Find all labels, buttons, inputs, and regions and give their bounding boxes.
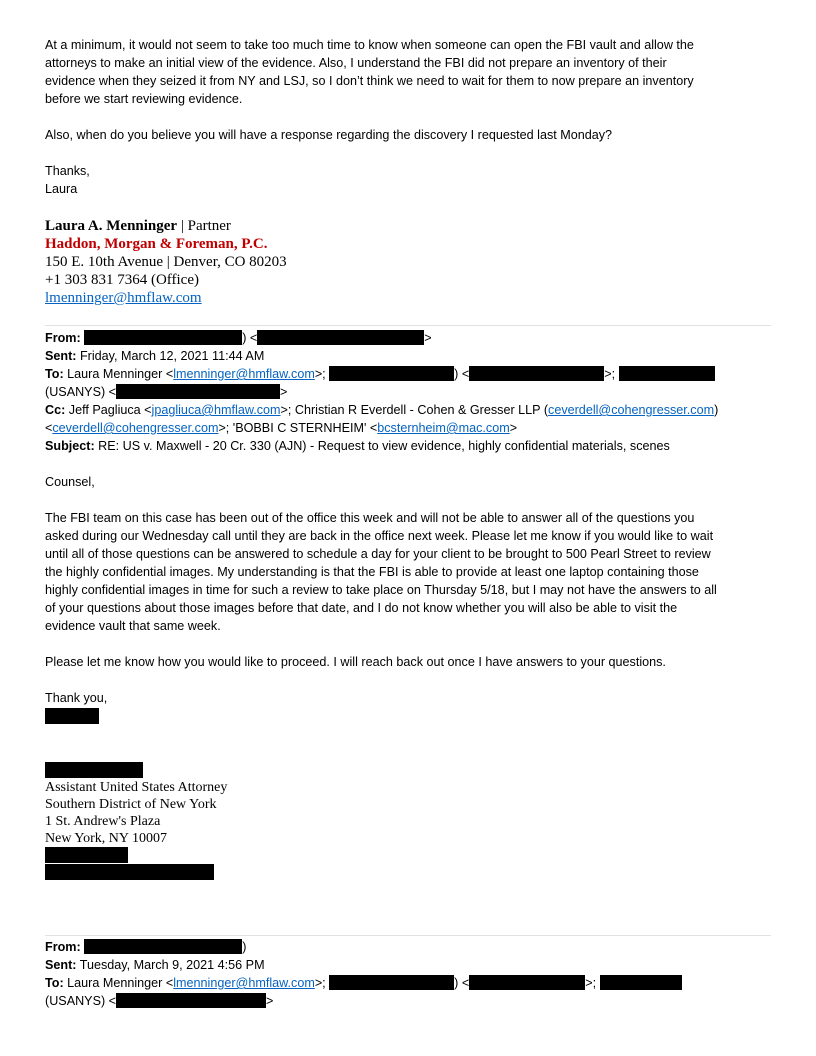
from-label: From: xyxy=(45,331,81,345)
cc-email-link[interactable]: ceverdell@cohengresser.com xyxy=(52,421,219,435)
ausa-sig-line: Southern District of New York xyxy=(45,797,217,812)
redaction xyxy=(329,975,454,990)
redaction xyxy=(116,993,266,1008)
email1-subject xyxy=(45,437,670,455)
body-line: of your questions about those images before that date, and I do not know whether you will also be able to visit the xyxy=(45,601,678,615)
divider xyxy=(45,325,771,326)
cc-email-link[interactable]: jpagliuca@hmflaw.com xyxy=(151,403,281,417)
signature-title: | Partner xyxy=(177,218,231,234)
email2-to-cont: (USANYS) < > xyxy=(45,994,274,1008)
ausa-sig-line: New York, NY 10007 xyxy=(45,831,167,846)
intro-line: At a minimum, it would not seem to take too much time to know when someone can open the FBI vault and allow the xyxy=(45,38,694,52)
body-line: evidence vault that same week. xyxy=(45,619,221,633)
signature-name-line xyxy=(45,217,231,235)
cc-label: Cc: xyxy=(45,403,66,417)
body-line: the highly confidential images. My understanding is that the FBI is able to provide at least one laptop containing those xyxy=(45,565,699,579)
greeting: Counsel, xyxy=(45,475,95,489)
cc-email-link[interactable]: ceverdell@cohengresser.com xyxy=(548,403,715,417)
body-line: highly confidential images in time for such a review to take place on Thursday 5/18, but I may not have the answers to all xyxy=(45,583,717,597)
ausa-sig-line: 1 St. Andrew's Plaza xyxy=(45,814,161,829)
cc-text: Jeff Pagliuca < xyxy=(65,403,152,417)
to-email-link[interactable]: lmenninger@hmflaw.com xyxy=(173,367,315,381)
redaction xyxy=(469,366,604,381)
email2-from: From: ) xyxy=(45,940,247,954)
redaction xyxy=(257,330,424,345)
intro-line: evidence when they seized it from NY and LSJ, so I don’t think we need to wait for them to now prepare an inventory xyxy=(45,74,694,88)
email1-from: From: ) < > xyxy=(45,331,432,345)
to-label: To: xyxy=(45,367,64,381)
usanys: (USANYS) < xyxy=(45,994,117,1008)
email2-sent xyxy=(45,956,265,974)
signature-name: Laura A. Menninger xyxy=(45,218,178,234)
signature-email-line xyxy=(45,289,202,307)
divider xyxy=(45,935,771,936)
to-name: Laura Menninger < xyxy=(63,367,174,381)
signature-email-link[interactable]: lmenninger@hmflaw.com xyxy=(45,290,202,306)
email1-to: To: Laura Menninger <lmenninger@hmflaw.com>; ) < >; xyxy=(45,365,715,383)
intro-question: Also, when do you believe you will have a response regarding the discovery I requested last Monday? xyxy=(45,128,613,142)
redaction xyxy=(116,384,280,399)
redaction xyxy=(469,975,585,990)
redaction xyxy=(45,762,143,778)
redaction xyxy=(84,939,242,954)
signoff: Laura xyxy=(45,182,78,196)
from-label: From: xyxy=(45,940,81,954)
signature-address: 150 E. 10th Avenue | Denver, CO 80203 xyxy=(45,254,287,270)
usanys: (USANYS) < xyxy=(45,385,117,399)
sent-label: Sent: xyxy=(45,349,77,363)
signature-phone: +1 303 831 7364 (Office) xyxy=(45,272,199,288)
cc-text: >; 'BOBBI C STERNHEIM' < xyxy=(218,421,378,435)
signature-firm: Haddon, Morgan & Foreman, P.C. xyxy=(45,236,268,252)
email2-to: To: Laura Menninger <lmenninger@hmflaw.com>; ) < >; xyxy=(45,974,682,992)
to-label: To: xyxy=(45,976,64,990)
email1-cc-cont: <ceverdell@cohengresser.com>; 'BOBBI C STERNHEIM' <bcsternheim@mac.com> xyxy=(45,421,518,435)
sent-date: Tuesday, March 9, 2021 4:56 PM xyxy=(76,958,265,972)
body-line: until all of those questions can be answered to schedule a day for your client to be brought to 500 Pearl Street to review xyxy=(45,547,711,561)
closing: Thank you, xyxy=(45,691,108,705)
sent-label: Sent: xyxy=(45,958,77,972)
redaction xyxy=(45,847,128,863)
email1-cc: Cc: Jeff Pagliuca <jpagliuca@hmflaw.com>; Christian R Everdell - Cohen & Gresser LLP (ceverdell@cohengresser.com) xyxy=(45,403,719,417)
intro-line: attorneys to make an initial view of the evidence. Also, I understand the FBI did not prepare an inventory of their xyxy=(45,56,667,70)
sent-date: Friday, March 12, 2021 11:44 AM xyxy=(76,349,265,363)
subject-text: RE: US v. Maxwell - 20 Cr. 330 (AJN) - Request to view evidence, highly confidential materials, scenes xyxy=(94,439,670,453)
subject-label: Subject: xyxy=(45,439,95,453)
body-line: Please let me know how you would like to proceed. I will reach back out once I have answers to your questions. xyxy=(45,655,666,669)
to-email-link[interactable]: lmenninger@hmflaw.com xyxy=(173,976,315,990)
redaction xyxy=(329,366,454,381)
redaction xyxy=(45,708,99,724)
redaction xyxy=(600,975,682,990)
redaction xyxy=(619,366,715,381)
email1-to-cont: (USANYS) < > xyxy=(45,385,288,399)
to-name: Laura Menninger < xyxy=(63,976,174,990)
cc-email-link[interactable]: bcsternheim@mac.com xyxy=(377,421,510,435)
cc-text: >; Christian R Everdell - Cohen & Gresser LLP ( xyxy=(280,403,549,417)
redaction xyxy=(45,864,214,880)
body-line: asked during our Wednesday call until they are back in the office next week. Please let me know if you would like to wait xyxy=(45,529,714,543)
closing: Thanks, xyxy=(45,164,90,178)
ausa-sig-line: Assistant United States Attorney xyxy=(45,780,228,795)
redaction xyxy=(84,330,242,345)
body-line: The FBI team on this case has been out of the office this week and will not be able to answer all of the questions you xyxy=(45,511,695,525)
intro-line: before we start reviewing evidence. xyxy=(45,92,243,106)
email1-sent xyxy=(45,347,264,365)
